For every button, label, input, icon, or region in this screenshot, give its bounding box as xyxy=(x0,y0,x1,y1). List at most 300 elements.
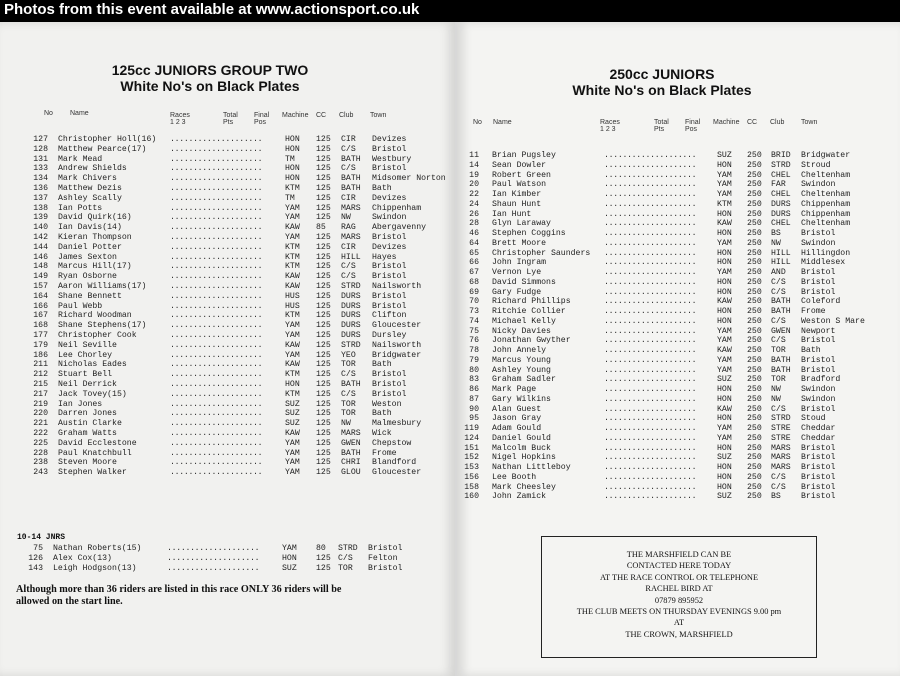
result-dots: .................... xyxy=(604,277,697,287)
rider-town: Bristol xyxy=(801,443,836,453)
rider-row xyxy=(0,439,455,449)
rider-town: Bristol xyxy=(372,164,407,174)
rider-machine: HON xyxy=(285,174,300,184)
rider-town: Devizes xyxy=(372,242,407,252)
rider-name: Mark Chivers xyxy=(58,174,117,184)
rider-town: Cheltenham xyxy=(801,219,851,229)
rider-number: 14 xyxy=(469,160,479,170)
rider-club: CHEL xyxy=(771,190,791,199)
result-dots: .................... xyxy=(170,360,263,370)
start-line-notice: Although more than 36 riders are listed in this race ONLY 36 riders will be allowed on the start line. xyxy=(16,584,342,607)
rider-club: RAG xyxy=(341,223,356,233)
rider-town: Felton xyxy=(368,553,398,563)
rider-town: Dursley xyxy=(372,330,407,340)
rider-name: Nathan Roberts(15) xyxy=(53,544,142,553)
rider-cc: 250 xyxy=(747,482,762,492)
rider-row xyxy=(0,321,455,331)
rider-town: Bridgwater xyxy=(801,151,851,160)
rider-number: 83 xyxy=(469,375,479,385)
rider-cc: 250 xyxy=(747,199,762,209)
result-dots: .................... xyxy=(170,164,263,174)
rider-name: Robert Green xyxy=(492,170,551,180)
rider-club: C/S xyxy=(341,144,356,154)
result-dots: .................... xyxy=(170,291,263,301)
result-dots: .................... xyxy=(604,453,697,463)
result-dots: .................... xyxy=(604,336,697,346)
result-dots: .................... xyxy=(170,193,263,203)
rider-number: 65 xyxy=(469,248,479,258)
rider-town: Swindon xyxy=(372,213,407,223)
rider-town: Bristol xyxy=(801,355,836,365)
result-dots: .................... xyxy=(170,281,263,291)
rider-club: NW xyxy=(771,394,781,404)
rider-name: Richard Phillips xyxy=(492,297,571,307)
contact-line: THE CLUB MEETS ON THURSDAY EVENINGS 9.00 pm xyxy=(576,607,782,617)
right-title-line1: 250cc JUNIORS xyxy=(609,66,715,82)
rider-machine: HON xyxy=(717,307,732,316)
rider-cc: 125 xyxy=(316,350,331,360)
rider-machine: KAW xyxy=(285,272,300,282)
rider-machine: HON xyxy=(717,209,732,219)
rider-row xyxy=(457,239,900,249)
result-dots: .................... xyxy=(170,262,263,272)
rider-club: YEO xyxy=(341,350,356,360)
rider-machine: YAM xyxy=(717,238,732,248)
rider-row xyxy=(0,311,455,321)
rider-name: Richard Woodman xyxy=(58,311,132,321)
header-cc: CC xyxy=(747,119,758,126)
rider-club: TOR xyxy=(341,409,356,419)
result-dots: .................... xyxy=(604,258,697,268)
rider-name: Nicky Davies xyxy=(492,326,551,336)
rider-number: 86 xyxy=(469,385,479,394)
rider-number: 220 xyxy=(33,409,48,419)
watermark-banner: Photos from this event available at www.actionsport.co.uk xyxy=(0,0,900,22)
rider-machine: KTM xyxy=(285,311,300,321)
rider-row xyxy=(0,155,455,165)
rider-machine: KAW xyxy=(717,219,732,229)
rider-row xyxy=(457,356,900,366)
rider-machine: YAM xyxy=(717,365,732,375)
rider-number: 152 xyxy=(464,453,479,463)
rider-town: Middlesex xyxy=(801,258,846,268)
rider-town: Cheltenham xyxy=(801,190,851,199)
result-dots: .................... xyxy=(170,242,263,252)
rider-machine: YAM xyxy=(717,180,732,190)
rider-cc: 250 xyxy=(747,404,762,414)
rider-club: TOR xyxy=(341,360,356,370)
rider-row xyxy=(0,351,455,361)
rider-club: CIR xyxy=(341,242,356,252)
rider-row xyxy=(0,145,455,155)
rider-row xyxy=(457,346,900,356)
rider-town: Bath xyxy=(801,346,821,355)
result-dots: .................... xyxy=(170,272,263,282)
rider-cc: 250 xyxy=(747,297,762,307)
rider-club: STRD xyxy=(771,160,791,170)
rider-number: 186 xyxy=(33,350,48,360)
rider-row xyxy=(457,161,900,171)
rider-machine: KAW xyxy=(285,223,300,233)
rider-name: Darren Jones xyxy=(58,409,117,419)
rider-row xyxy=(457,171,900,181)
rider-machine: KAW xyxy=(717,346,732,355)
rider-number: 179 xyxy=(33,340,48,350)
rider-row xyxy=(0,272,455,282)
rider-name: Aaron Williams(17) xyxy=(58,281,147,291)
rider-number: 11 xyxy=(469,151,479,160)
rider-name: Mark Page xyxy=(492,385,537,394)
rider-machine: HON xyxy=(717,472,732,482)
rider-number: 79 xyxy=(469,355,479,365)
rider-machine: YAM xyxy=(285,448,300,458)
rider-row xyxy=(0,458,455,468)
rider-machine: YAM xyxy=(285,468,300,478)
rider-machine: HON xyxy=(717,160,732,170)
header-name: Name xyxy=(493,119,512,126)
rider-town: Bristol xyxy=(372,272,407,282)
rider-club: C/S xyxy=(341,272,356,282)
rider-name: David Quirk(16) xyxy=(58,213,132,223)
rider-machine: HON xyxy=(717,316,732,326)
rider-number: 222 xyxy=(33,428,48,438)
rider-number: 225 xyxy=(33,438,48,448)
rider-number: 75 xyxy=(33,544,43,553)
rider-club: DURS xyxy=(341,330,361,340)
rider-number: 148 xyxy=(33,262,48,272)
result-dots: .................... xyxy=(604,385,697,394)
rider-name: Stephen Coggins xyxy=(492,229,566,238)
rider-cc: 250 xyxy=(747,258,762,268)
rider-row xyxy=(0,262,455,272)
rider-cc: 250 xyxy=(747,443,762,453)
rider-club: BATH xyxy=(341,448,361,458)
rider-machine: KTM xyxy=(285,242,300,252)
rider-cc: 250 xyxy=(747,160,762,170)
rider-club: BS xyxy=(771,229,781,238)
header-no: No xyxy=(44,110,53,117)
rider-number: 75 xyxy=(469,326,479,336)
rider-name: Daniel Potter xyxy=(58,242,122,252)
rider-town: Bristol xyxy=(372,291,407,301)
rider-name: John Ingram xyxy=(492,258,547,268)
rider-number: 164 xyxy=(33,291,48,301)
result-dots: .................... xyxy=(604,424,697,433)
rider-town: Bristol xyxy=(801,472,836,482)
rider-row xyxy=(0,233,455,243)
rider-machine: SUZ xyxy=(285,419,300,429)
rider-cc: 250 xyxy=(747,414,762,424)
rider-town: Swindon xyxy=(801,385,836,394)
rider-row xyxy=(457,297,900,307)
rider-club: C/S xyxy=(771,316,786,326)
rider-number: 133 xyxy=(33,164,48,174)
rider-number: 26 xyxy=(469,209,479,219)
rider-machine: HON xyxy=(717,248,732,258)
header-machine: Machine xyxy=(713,119,740,126)
rider-machine: HON xyxy=(717,414,732,424)
rider-number: 131 xyxy=(33,154,48,164)
rider-club: GWEN xyxy=(771,326,791,336)
rider-name: Ian Kimber xyxy=(492,190,542,199)
rider-town: Bristol xyxy=(801,336,836,346)
rider-machine: HON xyxy=(285,164,300,174)
rider-row xyxy=(0,564,455,574)
rider-town: Nailsworth xyxy=(372,281,422,291)
rider-row xyxy=(457,210,900,220)
rider-club: BATH xyxy=(341,379,361,389)
rider-machine: KAW xyxy=(285,428,300,438)
rider-row xyxy=(0,253,455,263)
rider-name: Malcolm Buck xyxy=(492,443,551,453)
rider-machine: KAW xyxy=(717,404,732,414)
jnrs-rider-list xyxy=(0,544,455,573)
rider-number: 167 xyxy=(33,311,48,321)
rider-club: CHRI xyxy=(341,458,361,468)
rider-machine: KAW xyxy=(717,297,732,307)
rider-town: Gloucester xyxy=(372,321,422,331)
rider-machine: KTM xyxy=(285,252,300,262)
rider-town: Devizes xyxy=(372,193,407,203)
rider-cc: 250 xyxy=(747,209,762,219)
rider-number: 144 xyxy=(33,242,48,252)
rider-machine: YAM xyxy=(717,336,732,346)
result-dots: .................... xyxy=(604,482,697,492)
rider-row xyxy=(0,380,455,390)
rider-machine: YAM xyxy=(717,424,732,433)
result-dots: .................... xyxy=(604,316,697,326)
rider-club: C/S xyxy=(341,370,356,380)
rider-name: Christopher Saunders xyxy=(492,248,591,258)
rider-number: 212 xyxy=(33,370,48,380)
rider-town: Cheddar xyxy=(801,424,836,433)
rider-row xyxy=(457,268,900,278)
rider-machine: HON xyxy=(285,135,300,144)
result-dots: .................... xyxy=(170,203,263,213)
header-final: Final xyxy=(254,112,270,119)
rider-club: MARS xyxy=(341,232,361,242)
rider-machine: HON xyxy=(282,553,297,563)
rider-cc: 125 xyxy=(316,389,331,399)
rider-name: Ashley Scally xyxy=(58,193,122,203)
rider-cc: 250 xyxy=(747,238,762,248)
rider-number: 177 xyxy=(33,330,48,340)
rider-town: Nailsworth xyxy=(372,340,422,350)
rider-club: C/S xyxy=(341,389,356,399)
rider-club: C/S xyxy=(771,277,786,287)
rider-row xyxy=(0,341,455,351)
rider-name: Daniel Gould xyxy=(492,433,551,443)
rider-cc: 250 xyxy=(747,229,762,238)
rider-machine: YAM xyxy=(285,330,300,340)
rider-town: Weston xyxy=(372,399,402,409)
rider-town: Bridgwater xyxy=(372,350,422,360)
rider-row xyxy=(457,405,900,415)
result-dots: .................... xyxy=(604,199,697,209)
result-dots: .................... xyxy=(170,144,263,154)
rider-number: 157 xyxy=(33,281,48,291)
rider-town: Coleford xyxy=(801,297,841,307)
result-dots: .................... xyxy=(604,355,697,365)
rider-cc: 125 xyxy=(316,360,331,370)
rider-town: Devizes xyxy=(372,135,407,144)
result-dots: .................... xyxy=(170,438,263,448)
rider-town: Bristol xyxy=(801,229,836,238)
rider-town: Bath xyxy=(372,409,392,419)
rider-town: Chepstow xyxy=(372,438,412,448)
rider-club: STRD xyxy=(341,281,361,291)
rider-cc: 125 xyxy=(316,301,331,311)
rider-town: Westbury xyxy=(372,154,412,164)
rider-machine: KTM xyxy=(285,370,300,380)
rider-row xyxy=(457,366,900,376)
rider-number: 119 xyxy=(464,424,479,433)
header-name: Name xyxy=(70,110,89,117)
right-rider-list xyxy=(457,151,900,502)
result-dots: .................... xyxy=(167,563,260,573)
rider-cc: 125 xyxy=(316,321,331,331)
right-page xyxy=(457,22,900,676)
rider-machine: YAM xyxy=(717,355,732,365)
rider-number: 70 xyxy=(469,297,479,307)
rider-number: 158 xyxy=(464,482,479,492)
rider-club: BATH xyxy=(771,297,791,307)
rider-row xyxy=(457,151,900,161)
rider-cc: 250 xyxy=(747,277,762,287)
rider-name: Stephen Walker xyxy=(58,468,127,478)
rider-name: John Annely xyxy=(492,346,547,355)
rider-town: Bristol xyxy=(801,463,836,472)
rider-row xyxy=(457,258,900,268)
rider-club: STRD xyxy=(338,544,358,553)
rider-name: Matthew Pearce(17) xyxy=(58,144,147,154)
rider-number: 78 xyxy=(469,346,479,355)
rider-town: Stoud xyxy=(801,414,826,424)
rider-cc: 125 xyxy=(316,399,331,409)
rider-number: 238 xyxy=(33,458,48,468)
rider-name: Paul Webb xyxy=(58,301,103,311)
rider-row xyxy=(457,385,900,395)
rider-town: Bristol xyxy=(372,262,407,272)
rider-club: STRE xyxy=(771,424,791,433)
result-dots: .................... xyxy=(170,350,263,360)
rider-number: 127 xyxy=(33,135,48,144)
rider-name: Lee Booth xyxy=(492,472,537,482)
result-dots: .................... xyxy=(604,433,697,443)
rider-club: C/S xyxy=(771,336,786,346)
rider-machine: HUS xyxy=(285,301,300,311)
rider-name: Gary Wilkins xyxy=(492,394,551,404)
rider-machine: KTM xyxy=(285,183,300,193)
rider-row xyxy=(0,213,455,223)
rider-machine: HON xyxy=(717,258,732,268)
rider-row xyxy=(457,463,900,473)
rider-town: Hillingdon xyxy=(801,248,851,258)
rider-row xyxy=(457,180,900,190)
rider-row xyxy=(457,307,900,317)
rider-club: C/S xyxy=(771,472,786,482)
rider-row xyxy=(0,468,455,478)
rider-row xyxy=(457,395,900,405)
rider-number: 153 xyxy=(464,463,479,472)
rider-row xyxy=(457,249,900,259)
contact-line: AT xyxy=(673,618,685,628)
rider-club: HILL xyxy=(341,252,361,262)
rider-machine: YAM xyxy=(717,190,732,199)
result-dots: .................... xyxy=(604,229,697,238)
rider-row xyxy=(0,223,455,233)
rider-row xyxy=(0,370,455,380)
rider-number: 90 xyxy=(469,404,479,414)
result-dots: .................... xyxy=(604,151,697,160)
rider-row xyxy=(0,174,455,184)
rider-machine: KAW xyxy=(285,360,300,370)
rider-name: Alex Cox(13) xyxy=(53,553,112,563)
rider-row xyxy=(0,419,455,429)
rider-club: BATH xyxy=(771,307,791,316)
rider-town: Blandford xyxy=(372,458,417,468)
rider-cc: 125 xyxy=(316,379,331,389)
rider-machine: SUZ xyxy=(717,492,732,502)
rider-town: Frome xyxy=(372,448,397,458)
rider-row xyxy=(457,336,900,346)
header-races-nums: 1 2 3 xyxy=(600,126,616,133)
rider-cc: 250 xyxy=(747,472,762,482)
rider-number: 87 xyxy=(469,394,479,404)
rider-club: C/S xyxy=(771,404,786,414)
rider-town: Bristol xyxy=(801,453,836,463)
result-dots: .................... xyxy=(604,443,697,453)
rider-name: Andrew Shields xyxy=(58,164,127,174)
rider-town: Bristol xyxy=(372,379,407,389)
rider-name: David Simmons xyxy=(492,277,556,287)
rider-name: Adam Gould xyxy=(492,424,542,433)
rider-cc: 125 xyxy=(316,553,331,563)
result-dots: .................... xyxy=(170,468,263,478)
result-dots: .................... xyxy=(170,370,263,380)
rider-machine: HUS xyxy=(285,291,300,301)
result-dots: .................... xyxy=(604,346,697,355)
rider-machine: YAM xyxy=(717,433,732,443)
rider-row xyxy=(457,473,900,483)
rider-club: CIR xyxy=(341,135,356,144)
rider-number: 66 xyxy=(469,258,479,268)
right-title-line2: White No's on Black Plates xyxy=(572,82,752,98)
rider-number: 80 xyxy=(469,365,479,375)
rider-cc: 250 xyxy=(747,326,762,336)
result-dots: .................... xyxy=(604,238,697,248)
rider-cc: 125 xyxy=(316,370,331,380)
rider-town: Chippenham xyxy=(801,209,851,219)
rider-cc: 250 xyxy=(747,316,762,326)
rider-club: STRD xyxy=(341,340,361,350)
rider-row xyxy=(0,243,455,253)
rider-machine: YAM xyxy=(717,170,732,180)
rider-name: Graham Sadler xyxy=(492,375,556,385)
rider-cc: 250 xyxy=(747,151,762,160)
rider-town: Bradford xyxy=(801,375,841,385)
rider-town: Swindon xyxy=(801,238,836,248)
rider-row xyxy=(0,302,455,312)
rider-row xyxy=(457,229,900,239)
rider-machine: TM xyxy=(285,154,295,164)
rider-number: 22 xyxy=(469,190,479,199)
rider-club: HILL xyxy=(771,258,791,268)
rider-town: Chippenham xyxy=(801,199,851,209)
header-pos: Pos xyxy=(685,126,698,133)
rider-club: CHEL xyxy=(771,219,791,229)
result-dots: .................... xyxy=(170,232,263,242)
